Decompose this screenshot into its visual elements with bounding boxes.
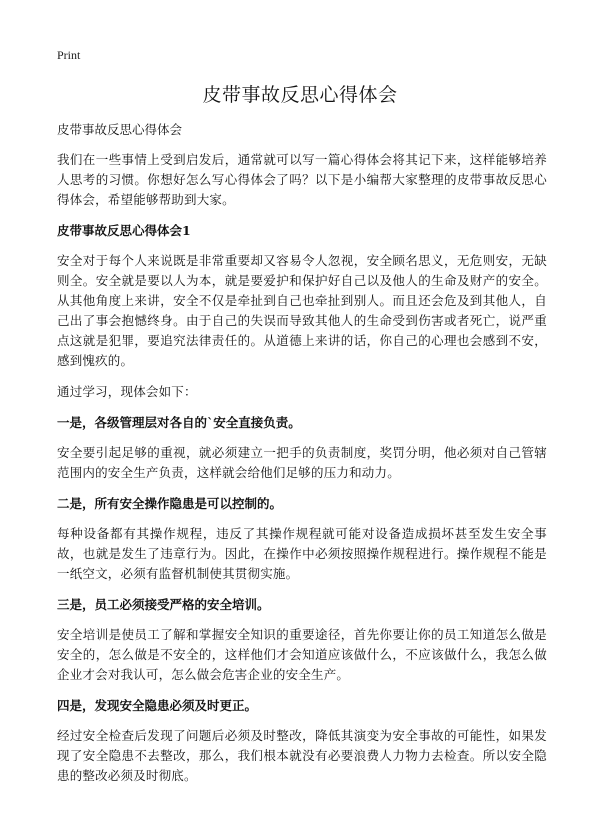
- page-title: 皮带事故反思心得体会: [202, 84, 398, 106]
- point-heading-1: 一是，各级管理层对各自的`安全直接负责。: [57, 415, 301, 430]
- body-paragraph-2: 通过学习，现体会如下：: [57, 384, 197, 399]
- print-label: Print: [57, 48, 81, 62]
- point-heading-2: 二是，所有安全操作隐患是可以控制的。: [57, 496, 283, 511]
- point-paragraph-2: 每种设备都有其操作规程，违反了其操作规程就可能对设备造成损坏甚至发生安全事故，也就是发生了违章行为。因此，在操作中必须按照操作规程进行。操作规程不能是一纸空文，必须有监督机制使其贯彻实施。: [57, 526, 547, 581]
- point-paragraph-4: 经过安全检查后发现了问题后必须及时整改，降低其演变为安全事故的可能性，如果发现了安全隐患不去整改，那么，我们根本就没有必要浪费人力物力去检查。所以安全隐患的整改必须及时彻底。: [57, 728, 547, 783]
- point-heading-4: 四是，发现安全隐患必须及时更正。: [57, 698, 258, 713]
- section-heading: 皮带事故反思心得体会1: [57, 223, 191, 238]
- point-paragraph-1: 安全要引起足够的重视，就必须建立一把手的负责制度，奖罚分明，他必须对自己管辖范围内的安全生产负责，这样就会给他们足够的压力和动力。: [57, 445, 547, 480]
- article-subtitle: 皮带事故反思心得体会: [57, 122, 183, 137]
- body-paragraph-1: 安全对于每个人来说既是非常重要却又容易令人忽视，安全顾名思义，无危则安，无缺则全。安全就是要以人为本，就是要爱护和保护好自己以及他人的生命及财产的安全。从其他角度上来讲，安全不仅是牵扯到自己也牵扯到别人。而且还会危及到其他人，自己出了事会抱憾终身。由于自己的失误而导致其他人的生命受到伤害或者死亡，说严重点这就是犯罪，要追究法律责任的。从道德上来讲的话，你自己的心理也会感到不安，感到愧疚的。: [57, 253, 547, 368]
- article-body: [57, 120, 547, 797]
- intro-paragraph: 我们在一些事情上受到启发后，通常就可以写一篇心得体会将其记下来，这样能够培养人思考的习惯。你想好怎么写心得体会了吗？以下是小编帮大家整理的皮带事故反思心得体会，希望能够帮助到大家。: [57, 152, 547, 207]
- point-paragraph-3: 安全培训是使员工了解和掌握安全知识的重要途径，首先你要让你的员工知道怎么做是安全的，怎么做是不安全的，这样他们才会知道应该做什么，不应该做什么，我怎么做企业才会对我认可，怎么做会危害企业的安全生产。: [57, 627, 547, 682]
- point-heading-3: 三是，员工必须接受严格的安全培训。: [57, 597, 270, 612]
